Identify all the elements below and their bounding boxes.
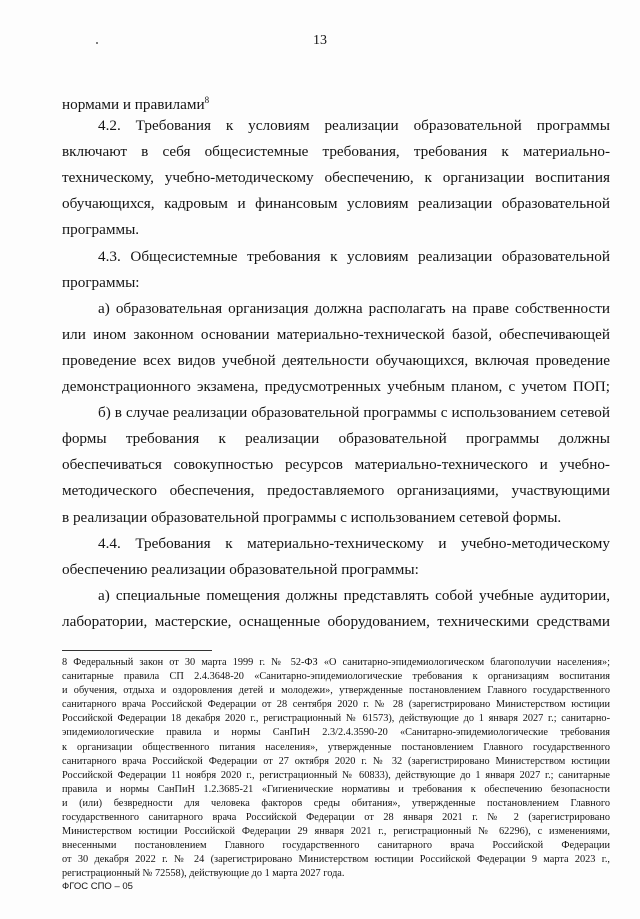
footnote-line: санитарного врача Российской Федерации от 27 октября 2020 г. № 32 (зарегистрировано Министерством юстиции	[62, 755, 610, 767]
footnote-separator	[62, 650, 212, 651]
text-line: или ином законном основании материально-технической базой, обеспечивающей	[62, 325, 610, 343]
body-text	[62, 87, 610, 635]
text-line: в реализации образовательной программы с использованием сетевой формы.	[62, 508, 562, 526]
footnote-line: Министерством юстиции Российской Федерации 29 января 2021 г., регистрационный № 62296), с изменениями,	[62, 826, 610, 838]
text-line: нормами и правилами$^8$	[62, 95, 210, 113]
text-line: включают в себя общесистемные требования, требования к материально-	[62, 143, 610, 161]
text-line: лаборатории, мастерские, оснащенные оборудованием, техническими средствами	[62, 612, 610, 630]
footnote-line: и (или) безвредности для человека факторов среды обитания», утвержденные постановлением Главного	[62, 797, 610, 809]
text-line: 4.2. Требования к условиям реализации образовательной программы	[98, 117, 610, 135]
page-number: 13	[313, 33, 327, 48]
footnote-line: правила и нормы СанПиН 1.2.3685-21 «Гигиенические нормативы и требования к обеспечению безопасности	[62, 783, 610, 795]
footnote-line: и обучения, отдыха и оздоровления детей и молодежи», утвержденные постановлением Главного государственного	[62, 685, 610, 697]
footnote-marker: 8	[204, 95, 210, 105]
footnote-line: 8 Федеральный закон от 30 марта 1999 г. № 52-ФЗ «О санитарно-эпидемиологическом благополучии населения»;	[62, 657, 610, 668]
footnote-line: санитарного врача Российской Федерации от 28 сентября 2020 г. № 28 (зарегистрировано Министерством юстиции	[62, 699, 610, 711]
footnote-line: эпидемиологические правила и нормы СанПиН 2.3/2.4.3590-20 «Санитарно-эпидемиологические требования	[62, 727, 610, 739]
text-line: проведение всех видов учебной деятельности обучающихся, включая проведение	[62, 351, 610, 369]
footnote-line: Российской Федерации 11 ноября 2020 г., регистрационный № 60833), действующие до 1 января 2027 г.; санитарные	[62, 769, 610, 781]
footnote-line: государственного санитарного врача Российской Федерации от 28 января 2021 г. № 2 (зарегистрировано	[62, 812, 610, 824]
text-line: б) в случае реализации образовательной программы с использованием сетевой	[98, 404, 610, 422]
footer-code: ФГОС СПО – 05	[62, 881, 133, 892]
text-line: обеспечению реализации образовательной программы:	[62, 560, 419, 578]
footnote-line: Российской Федерации 18 декабря 2020 г., регистрационный № 61573), действующие до 1 января 2027 г.; санитарно-	[62, 713, 610, 725]
text-line: техническому, учебно-методическому обеспечению, к организации воспитания	[62, 169, 610, 187]
text-line: а) специальные помещения должны представлять собой учебные аудитории,	[98, 586, 610, 604]
text-line: демонстрационного экзамена, предусмотренных учебным планом, с учетом ПОП;	[62, 378, 610, 396]
text-line: обеспечиваться совокупностью ресурсов материально-технического и учебно-	[62, 456, 610, 474]
footnote-line: к организации общественного питания населения», утвержденные постановлением Главного государственного	[62, 741, 610, 753]
text-line: 4.3. Общесистемные требования к условиям реализации образовательной	[98, 247, 610, 265]
footnote	[62, 656, 610, 882]
footnote-line: внесенными постановлением Главного государственного санитарного врача Российской Федерации	[62, 840, 610, 852]
text-line: формы требования к реализации образовательной программы должны	[62, 430, 610, 448]
text-line: программы:	[62, 273, 140, 291]
text-line: обучающихся, кадровым и финансовым условиям реализации образовательной	[62, 195, 610, 213]
text-line: методического обеспечения, предоставляемого организациями, участвующими	[62, 482, 610, 500]
footnote-line: регистрационный № 72558), действующие до 1 марта 2027 года.	[62, 868, 345, 880]
text-line: 4.4. Требования к материально-техническому и учебно-методическому	[98, 534, 610, 552]
text-line: а) образовательная организация должна располагать на праве собственности	[98, 299, 610, 317]
footnote-line: от 30 декабря 2022 г. № 24 (зарегистрировано Министерством юстиции Российской Федерации 9 марта 2023 г.,	[62, 854, 610, 866]
text-line: программы.	[62, 221, 140, 239]
footnote-line: санитарные правила СП 2.4.3648-20 «Санитарно-эпидемиологические требования к организациям воспитания	[62, 671, 610, 683]
